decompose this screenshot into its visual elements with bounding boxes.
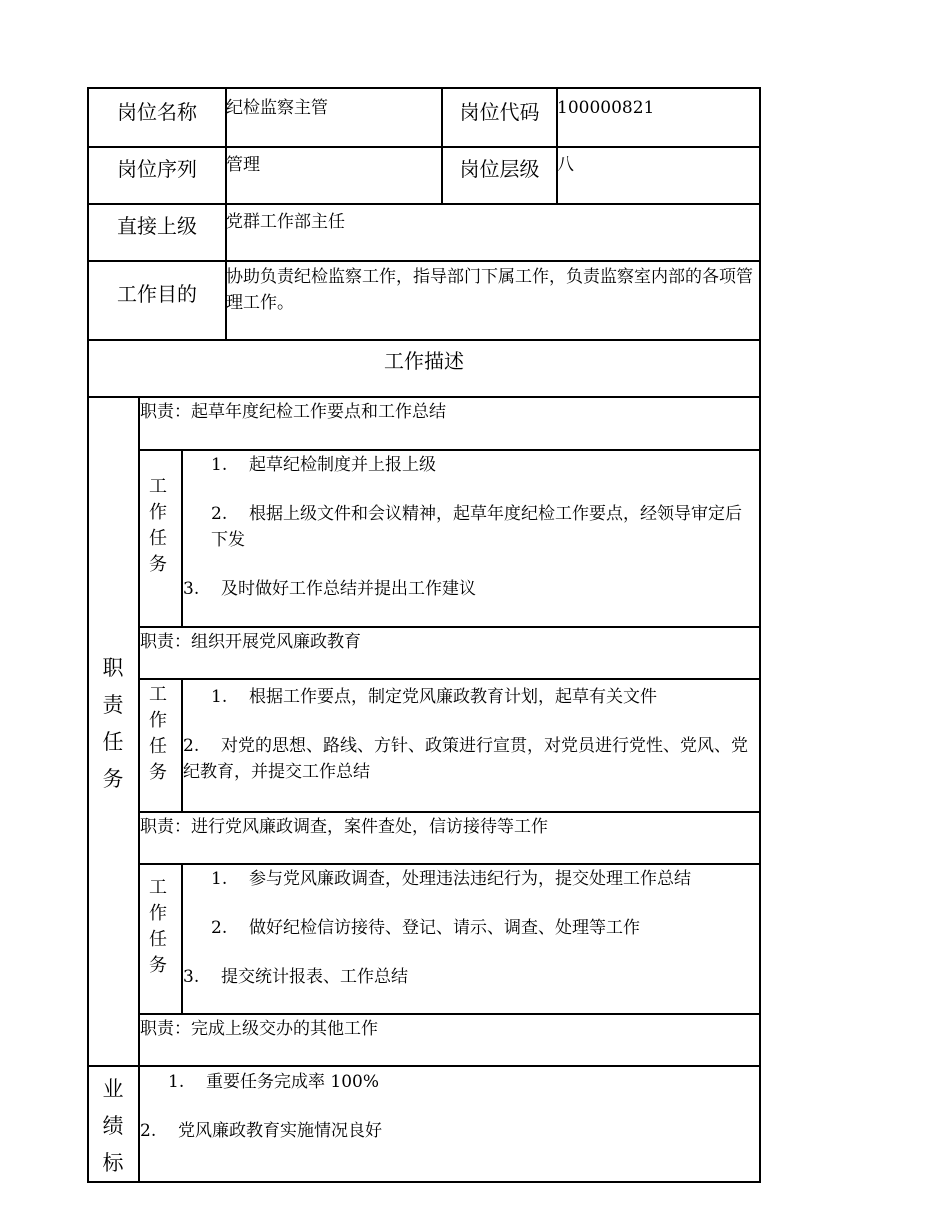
- task-label: 工 作 任 务: [149, 877, 167, 976]
- table-border-top: [87, 87, 761, 89]
- duty-title: 职责：进行党风廉政调查，案件查处，信访接待等工作: [140, 817, 548, 837]
- row-divider: [87, 339, 761, 341]
- duty-section-label: 职 责 任 务: [102, 656, 124, 791]
- task-item: 2. 做好纪检信访接待、登记、请示、调查、处理等工作: [211, 918, 640, 938]
- post-code-value: 100000821: [557, 98, 655, 118]
- post-name-value: 纪检监察主管: [226, 98, 328, 118]
- row-divider: [138, 863, 761, 865]
- row-divider: [87, 396, 761, 398]
- post-series-label: 岗位序列: [117, 157, 197, 181]
- performance-item: 2. 党风廉政教育实施情况良好: [140, 1121, 382, 1141]
- row-divider: [87, 260, 761, 262]
- duty-title: 职责：组织开展党风廉政教育: [140, 632, 361, 652]
- task-item: 3. 及时做好工作总结并提出工作建议: [183, 579, 476, 599]
- row-divider: [87, 1065, 761, 1067]
- task-item: 2. 根据上级文件和会议精神，起草年度纪检工作要点，经领导审定后下发: [211, 504, 742, 550]
- row-divider: [138, 1013, 761, 1015]
- superior-label: 直接上级: [117, 214, 197, 238]
- task-item: 2. 对党的思想、路线、方针、政策进行宣贯，对党员进行党性、党风、党纪教育，并提交工作总结: [183, 736, 748, 782]
- duty-title: 职责：完成上级交办的其他工作: [140, 1019, 378, 1039]
- performance-label: 业 绩 标: [102, 1077, 124, 1175]
- task-label: 工 作 任 务: [149, 684, 167, 783]
- post-level-value: 八: [557, 155, 574, 175]
- task-label: 工 作 任 务: [149, 476, 167, 575]
- col-divider: [181, 863, 183, 1014]
- row-divider: [138, 678, 761, 680]
- performance-item: 1. 重要任务完成率 100%: [168, 1072, 380, 1092]
- row-divider: [87, 146, 761, 148]
- task-item: 1. 起草纪检制度并上报上级: [211, 455, 436, 475]
- post-level-label: 岗位层级: [459, 157, 540, 181]
- row-divider: [138, 811, 761, 813]
- table-border-right: [759, 87, 761, 1183]
- task-item: 1. 根据工作要点，制定党风廉政教育计划，起草有关文件: [211, 687, 657, 707]
- table-border-left: [87, 87, 89, 1183]
- purpose-label: 工作目的: [117, 282, 197, 306]
- duty-title: 职责：起草年度纪检工作要点和工作总结: [140, 402, 446, 422]
- row-divider: [87, 203, 761, 205]
- superior-value: 党群工作部主任: [226, 212, 345, 232]
- task-item: 1. 参与党风廉政调查，处理违法违纪行为，提交处理工作总结: [211, 869, 691, 889]
- post-code-label: 岗位代码: [459, 100, 540, 124]
- description-title: 工作描述: [384, 349, 464, 373]
- row-divider: [138, 449, 761, 451]
- table-border-bottom: [87, 1181, 761, 1183]
- purpose-value: 协助负责纪检监察工作，指导部门下属工作，负责监察室内部的各项管理工作。: [226, 267, 753, 313]
- post-name-label: 岗位名称: [117, 100, 197, 124]
- task-item: 3. 提交统计报表、工作总结: [183, 967, 408, 987]
- post-series-value: 管理: [226, 155, 260, 175]
- row-divider: [138, 626, 761, 628]
